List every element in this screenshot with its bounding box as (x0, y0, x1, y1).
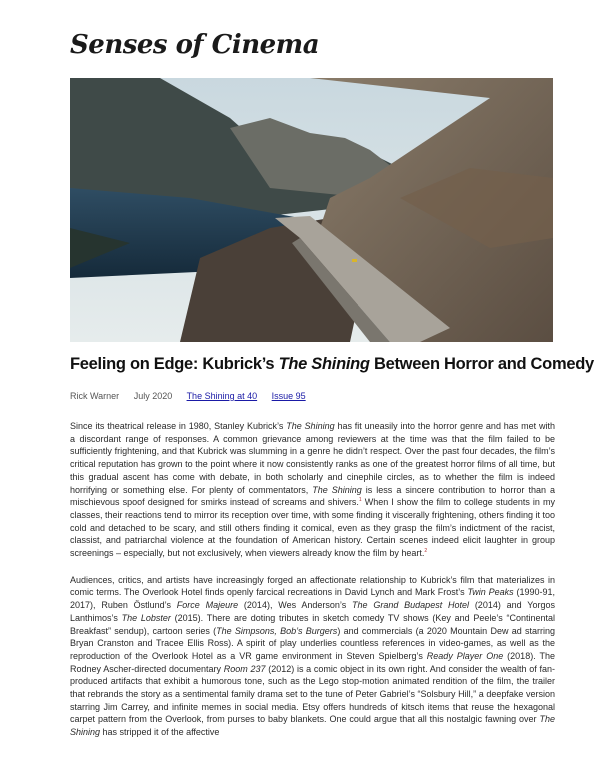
article-body (70, 420, 555, 739)
footnote-1-link[interactable]: 1 (358, 497, 362, 504)
dossier-link[interactable]: The Shining at 40 (186, 391, 258, 401)
author-name: Rick Warner (70, 391, 120, 401)
paragraph-1: Since its theatrical release in 1980, Stanley Kubrick’s The Shining has fit uneasily into the horror genre and has met with a discordant range of responses. A common grievance among reviewers at the time was that the film failed to be sufficiently frightening, and that Kubrick was slumming in a genre he didn’t respect. Over the past four decades, the film’s critical reputation has grown to the point where it now consistently ranks as one of the greatest horror films of all time, but this gradual ascent has come with debate, in both scholarly and cinephile circles, as to whether the film is indeed horrifying or something else. For plenty of commentators, The Shining is less a sincere contribution to horror than a mischievous spoof designed for smirks instead of screams and shivers.$^1$ When I show the film to college students in my classes, their reactions tend to mirror its reception over time, with some finding it viscerally frightening, others finding it too cold and detached to be scary, and still others finding it comical, even as they grasp the film’s indictment of the racist, classist, and patriarchal violence at the foundation of American history. Certain scenes indeed elicit laughter in group screenings – especially, but not exclusively, when viewers already know the film by heart.$^2$ (70, 421, 555, 559)
paragraph-2: Audiences, critics, and artists have increasingly forged an affectionate relationship to Kubrick’s film that materializes in comic terms. The Overlook Hotel finds openly farcical recreations in David Lynch and Mark Frost’s Twin Peaks (1990-91, 2017), Ruben Östlund’s Force Majeure (2014), Wes Anderson’s The Grand Budapest Hotel (2014) and Yorgos Lanthimos’s The Lobster (2015). There are doting tributes in sketch comedy TV shows (Key and Peele’s “Continental Breakfast” sendup), cartoon series (The Simpsons, Bob’s Burgers) and commercials (a 2020 Mountain Dew ad starring Bryan Cranston and Tracee Ellis Ross). A spirit of play underlies countless references in video-games, as well as the reproduction of the Overlook Hotel as a VR game environment in Steven Spielberg’s Ready Player One (2018). The Rodney Ascher-directed documentary Room 237 (2012) is a comic object in its own right. And consider the wealth of fan-produced artifacts that exhibit a humorous tone, such as the Lego stop-motion animated rendition of the film, the trailer that rebrands the story as a sentimental family drama set to the tune of Peter Gabriel’s “Solsbury Hill,” a deepfake version starring Jim Carrey, and infinite memes in social media. Etsy offers hundreds of kitsch items that reuse the hexagonal carpet pattern from the Overlook, from purses to baby blankets. One could argue that all this nostalgic fawning over The Shining has stripped it of the affective (70, 574, 556, 738)
publish-date: July 2020 (133, 391, 173, 401)
issue-link[interactable]: Issue 95 (271, 391, 306, 401)
site-logo[interactable]: Senses of Cinema (70, 30, 320, 60)
hero-image (70, 78, 553, 342)
article-meta (70, 391, 318, 401)
article-title: Feeling on Edge: Kubrick’s The Shining Between Horror and Comedy (70, 355, 594, 373)
footnote-2-link[interactable]: 2 (424, 548, 428, 555)
